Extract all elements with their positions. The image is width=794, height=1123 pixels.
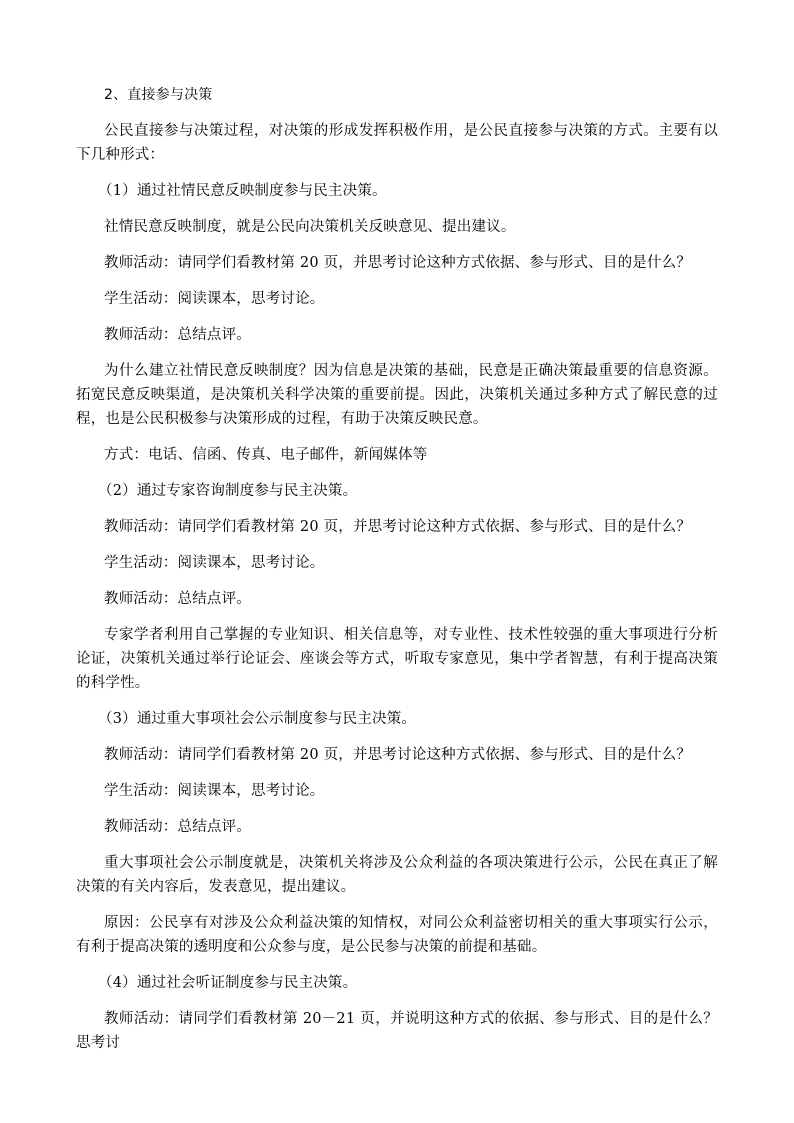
paragraph: 为什么建立社情民意反映制度？因为信息是决策的基础，民意是正确决策最重要的信息资源。拓宽民意反映渠道，是决策机关科学决策的重要前提。因此，决策机关通过多种方式了解民意的过程，也是公民积极参与决策形成的过程，有助于决策反映民意。: [76, 363, 718, 427]
paragraph: 教师活动：总结点评。: [104, 819, 251, 835]
paragraph: 方式：电话、信函、传真、电子邮件，新闻媒体等: [104, 447, 428, 463]
paragraph: 原因：公民享有对涉及公众利益决策的知情权，对同公众利益密切相关的重大事项实行公示，有利于提高决策的透明度和公众参与度，是公民参与决策的前提和基础。: [76, 915, 718, 955]
paragraph: 社情民意反映制度，就是公民向决策机关反映意见、提出建议。: [104, 219, 516, 235]
document-body: [76, 83, 718, 1067]
paragraph: 学生活动：阅读课本，思考讨论。: [104, 555, 325, 571]
subsection-heading: （2）通过专家咨询制度参与民主决策。: [98, 483, 358, 499]
paragraph: 专家学者利用自己掌握的专业知识、相关信息等，对专业性、技术性较强的重大事项进行分析论证，决策机关通过举行论证会、座谈会等方式，听取专家意见，集中学者智慧，有利于提高决策的科学性。: [76, 627, 718, 691]
subsection-heading: （4）通过社会听证制度参与民主决策。: [98, 975, 358, 991]
paragraph: 教师活动：请同学们看教材第 20 页，并思考讨论这种方式依据、参与形式、目的是什么？: [104, 747, 692, 763]
paragraph: 教师活动：总结点评。: [104, 327, 251, 343]
subsection-heading: （3）通过重大事项社会公示制度参与民主决策。: [98, 711, 417, 727]
subsection-heading: （1）通过社情民意反映制度参与民主决策。: [98, 183, 387, 199]
paragraph: 公民直接参与决策过程，对决策的形成发挥积极作用，是公民直接参与决策的方式。主要有以下几种形式：: [76, 123, 718, 163]
paragraph: 重大事项社会公示制度就是，决策机关将涉及公众利益的各项决策进行公示，公民在真正了解决策的有关内容后，发表意见，提出建议。: [76, 855, 718, 895]
paragraph: 教师活动：请同学们看教材第 20 页，并思考讨论这种方式依据、参与形式、目的是什么？: [104, 255, 692, 271]
paragraph: 学生活动：阅读课本，思考讨论。: [104, 783, 325, 799]
paragraph: 教师活动：请同学们看教材第 20 页，并思考讨论这种方式依据、参与形式、目的是什么？: [104, 519, 692, 535]
paragraph: 教师活动：总结点评。: [104, 591, 251, 607]
section-heading: 2、直接参与决策: [104, 87, 213, 103]
paragraph: 学生活动：阅读课本，思考讨论。: [104, 291, 325, 307]
paragraph: 教师活动：请同学们看教材第 20－21 页，并说明这种方式的依据、参与形式、目的是什么？思考讨: [76, 1011, 718, 1051]
